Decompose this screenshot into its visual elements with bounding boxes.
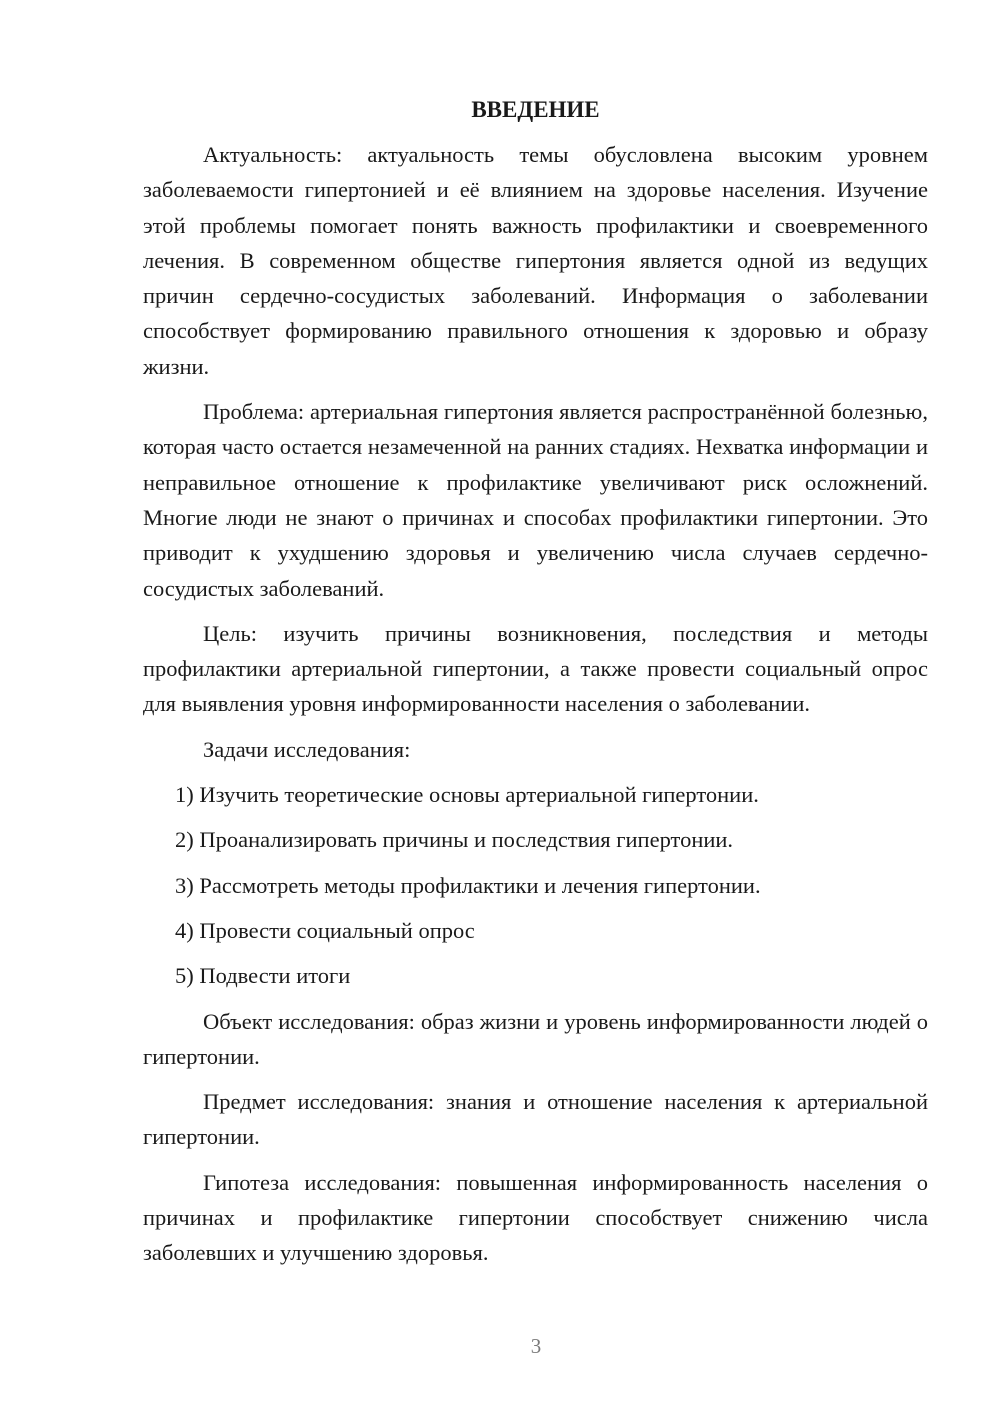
page-number: 3 — [530, 1334, 542, 1358]
paragraph-goal: Цель: изучить причины возникновения, последствия и методы профилактики артериальной гипертонии, а также провести социальный опрос для выявления уровня информированности населения о заболевании. — [143, 620, 928, 717]
task-item: 1) Изучить теоретические основы артериальной гипертонии. — [175, 782, 759, 808]
paragraph-object: Объект исследования: образ жизни и уровень информированности людей о гипертонии. — [143, 1008, 928, 1069]
paragraph-problem: Проблема: артериальная гипертония является распространённой болезнью, которая часто остается незамеченной на ранних стадиях. Нехватка информации и неправильное отношение к профилактике увеличивают риск осложнений. Многие люди не знают о причинах и способах профилактики гипертонии. Это приводит к ухудшению здоровья и увеличению числа случаев сердечно-сосудистых заболеваний. — [143, 399, 928, 601]
task-item: 5) Подвести итоги — [175, 963, 351, 989]
paragraph-hypothesis: Гипотеза исследования: повышенная информированность населения о причинах и профилактике гипертонии способствует снижению числа заболевших и улучшению здоровья. — [143, 1169, 928, 1266]
page-title: ВВЕДЕНИЕ — [471, 97, 600, 122]
task-item: 2) Проанализировать причины и последствия гипертонии. — [175, 827, 734, 853]
page-content — [143, 96, 928, 1271]
paragraph-relevance: Актуальность: актуальность темы обусловлена высоким уровнем заболеваемости гипертонией и её влиянием на здоровье населения. Изучение этой проблемы помогает понять важность профилактики и своевременного лечения. В современном обществе гипертония является одной из ведущих причин сердечно-сосудистых заболеваний. Информация о заболевании способствует формированию правильного отношения к здоровью и образу жизни. — [143, 142, 928, 379]
task-item: 4) Провести социальный опрос — [175, 917, 475, 943]
paragraph-subject: Предмет исследования: знания и отношение населения к артериальной гипертонии. — [143, 1089, 928, 1150]
tasks-heading: Задачи исследования: — [203, 736, 411, 762]
task-item: 3) Рассмотреть методы профилактики и лечения гипертонии. — [175, 872, 761, 898]
